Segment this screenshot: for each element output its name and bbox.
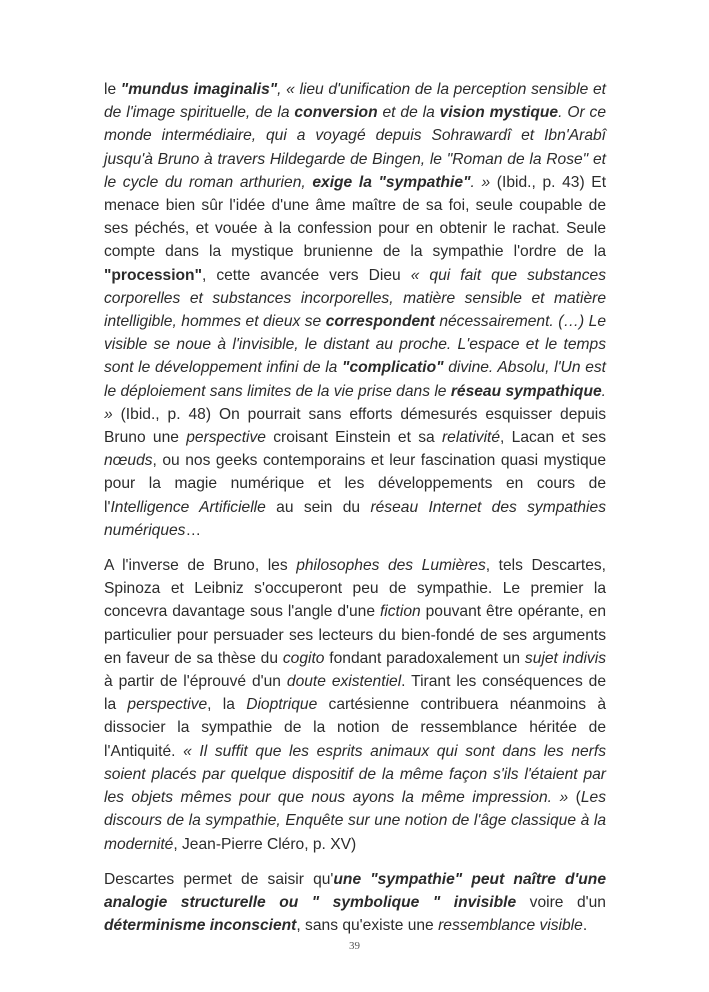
text-run: cogito	[282, 649, 325, 667]
page-body	[104, 78, 606, 937]
text-run: …	[185, 521, 202, 539]
text-run: , ou nos geeks contemporains et leur fascination quasi mystique pour la magie numérique et les développements en cours de l'	[104, 452, 606, 516]
text-run: vision mystique	[439, 104, 559, 122]
text-run: ressemblance visible	[438, 917, 583, 935]
text-run: « Il suffit que les esprits animaux qui sont dans les nerfs soient placés par quelque dispositif de la même façon s'ils l'étaient par les objets mêmes pour que nous ayons la même impression. »	[104, 742, 606, 807]
text-run: exige la "sympathie"	[312, 173, 471, 191]
text-run: . Tirant les conséquences de la	[104, 673, 606, 714]
text-run: , Lacan et ses	[500, 429, 607, 447]
text-run: A l'inverse de Bruno, les	[104, 557, 297, 575]
text-run: , « lieu d'unification de la perception sensible et de l'image spirituelle, de la	[104, 81, 606, 122]
text-run: une "sympathie" peut naître d'une analogie structurelle ou " symbolique " invisible	[104, 870, 606, 911]
text-run: correspondent	[325, 313, 435, 331]
text-run: , Jean-Pierre Cléro, p. XV)	[173, 835, 357, 853]
text-run: .	[582, 917, 588, 935]
text-run: Descartes permet de saisir qu'	[104, 870, 334, 888]
text-run: (	[568, 789, 581, 807]
text-run: voire d'un	[516, 893, 606, 911]
text-run: fiction	[379, 603, 421, 621]
text-run: pouvant être opérante, en particulier pour persuader ses lecteurs du bien-fondé de ses arguments en faveur de sa thèse du	[104, 603, 606, 667]
text-run: sujet indivis	[524, 649, 606, 667]
page-number: 39	[349, 940, 360, 952]
text-run: divine. Absolu, l'Un est le déploiement sans limites de la vie prise dans le	[104, 359, 606, 400]
text-run: nécessairement. (…) Le visible se noue à l'invisible, le distant au proche. L'espace et le temps sont le développement infini de la	[104, 313, 606, 377]
text-run: "complicatio"	[342, 359, 444, 377]
text-run: cartésienne contribuera néanmoins à dissocier la sympathie de la notion de ressemblance héritée de l'Antiquité.	[104, 696, 606, 760]
text-run: le	[104, 81, 121, 98]
text-run: Intelligence Artificielle	[110, 498, 266, 516]
text-run: , tels Descartes, Spinoza et Leibniz s'occuperont peu de sympathie. Le premier la concevra davantage sous l'angle d'une	[104, 557, 606, 621]
text-run: . »	[104, 382, 606, 423]
text-run: "mundus imaginalis"	[120, 81, 278, 98]
text-run: , la	[207, 696, 247, 714]
text-run: . »	[470, 173, 491, 191]
text-run: , sans qu'existe une	[296, 917, 439, 935]
text-run: , cette avancée vers Dieu	[201, 266, 411, 284]
text-run: Les discours de la sympathie, Enquête sur une notion de l'âge classique à la modernité	[104, 789, 606, 853]
text-run: déterminisme inconscient	[104, 917, 297, 935]
text-run: fondant paradoxalement un	[324, 649, 525, 667]
text-run: conversion	[294, 104, 378, 122]
text-run: "procession"	[104, 266, 202, 284]
text-run: « qui fait que substances corporelles et substances incorporelles, matière sensible et matière intelligible, hommes et dieux se	[104, 266, 606, 331]
text-run: au sein du	[265, 498, 371, 516]
text-run: relativité	[441, 429, 501, 447]
paragraph-2	[104, 554, 606, 856]
text-run: . Or ce monde intermédiaire, qui a voyagé depuis Sohrawardî et Ibn'Arabî jusqu'à Bruno à travers Hildegarde de Bingen, le "Roman de la Rose" et le cycle du roman arthurien,	[104, 104, 606, 191]
text-run: et de la	[377, 104, 440, 122]
text-run: réseau sympathique	[450, 382, 602, 400]
text-run: philosophes des Lumières	[296, 557, 486, 575]
text-run: doute existentiel	[286, 673, 402, 691]
text-run: à partir de l'éprouvé d'un	[104, 673, 287, 691]
text-run: réseau Internet des sympathies numériques	[104, 498, 606, 539]
text-run: croisant Einstein et sa	[265, 429, 442, 447]
paragraph-1	[104, 78, 606, 542]
text-run: Dioptrique	[246, 696, 318, 714]
text-run: (Ibid., p. 43) Et menace bien sûr l'idée d'une âme maître de sa foi, seule coupable de ses péchés, et vouée à la confession pour en obtenir le rachat. Seule compte dans la mystique brunienne de la sympathie l'ordre de la	[104, 173, 607, 261]
text-run: nœuds	[104, 452, 153, 470]
paragraph-3	[104, 868, 606, 938]
text-run: (Ibid., p. 48) On pourrait sans efforts démesurés esquisser depuis Bruno une	[104, 405, 606, 447]
text-run: perspective	[186, 429, 266, 447]
text-run: perspective	[127, 696, 208, 714]
